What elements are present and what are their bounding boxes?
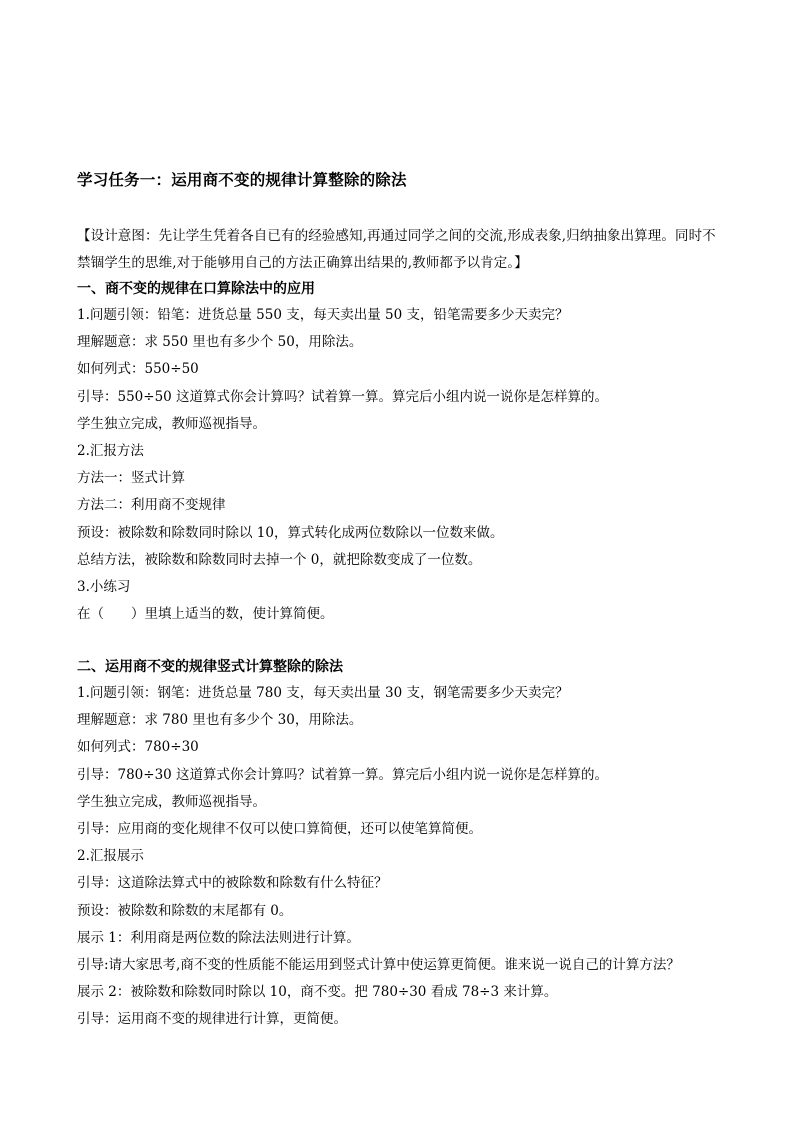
guidance-line: 引导:请大家思考,商不变的性质能不能运用到竖式计算中使运算更简便。谁来说一说自己的计算方法？ (77, 956, 680, 973)
guidance-line: 引导：应用商的变化规律不仅可以使口算简便，还可以使笔算简便。 (77, 820, 482, 837)
display-one-line: 展示 1：利用商是两位数的除法法则进行计算。 (77, 929, 360, 946)
understanding-line: 理解题意：求 550 里也有多少个 50，用除法。 (77, 334, 363, 351)
preset-line: 预设：被除数和除数的末尾都有 0。 (77, 902, 293, 919)
equation-line: 如何列式：780÷30 (77, 739, 199, 756)
guidance-line: 引导：这道除法算式中的被除数和除数有什么特征？ (77, 875, 388, 892)
practice-instruction: 在（ ）里填上适当的数，使计算简便。 (77, 606, 334, 623)
equation-line: 如何列式：550÷50 (77, 361, 199, 378)
problem-intro-line: 1.问题引领：铅笔：进货总量 550 支，每天卖出量 50 支，铅笔需要多少天卖完？ (77, 307, 569, 323)
practice-heading: 3.小练习 (77, 578, 131, 595)
method-two-line: 方法二：利用商不变规律 (77, 497, 226, 514)
problem-intro-line: 1.问题引领：钢笔：进货总量 780 支，每天卖出量 30 支，钢笔需要多少天卖完？ (77, 685, 569, 701)
section-vertical-division (77, 654, 737, 1033)
report-display-heading: 2.汇报展示 (77, 848, 144, 865)
understanding-line: 理解题意：求 780 里也有多少个 30，用除法。 (77, 712, 363, 729)
section-oral-division (77, 276, 737, 628)
student-work-line: 学生独立完成，教师巡视指导。 (77, 793, 266, 810)
guidance-line: 引导：550÷50 这道算式你会计算吗？试着算一算。算完后小组内说一说你是怎样算的。 (77, 388, 609, 405)
student-work-line: 学生独立完成，教师巡视指导。 (77, 415, 266, 432)
preset-line: 预设：被除数和除数同时除以 10，算式转化成两位数除以一位数来做。 (77, 524, 504, 541)
method-one-line: 方法一：竖式计算 (77, 470, 185, 487)
section-heading: 二、运用商不变的规律竖式计算整除的除法 (77, 659, 343, 675)
guidance-line: 引导：780÷30 这道算式你会计算吗？试着算一算。算完后小组内说一说你是怎样算的。 (77, 766, 609, 783)
design-intent-paragraph: 【设计意图：先让学生凭着各自已有的经验感知,再通过同学之间的交流,形成表象,归纳抽象出算理。同时不禁锢学生的思维,对于能够用自己的方法正确算出结果的,教师都予以肯定。】 (77, 228, 716, 271)
display-two-line: 展示 2：被除数和除数同时除以 10，商不变。把 780÷30 看成 78÷3 来计算。 (77, 984, 558, 1001)
section-heading: 一、商不变的规律在口算除法中的应用 (77, 281, 315, 297)
report-method-heading: 2.汇报方法 (77, 442, 144, 459)
summary-line: 总结方法，被除数和除数同时去掉一个 0，就把除数变成了一位数。 (77, 551, 482, 568)
guidance-line: 引导：运用商不变的规律进行计算，更简便。 (77, 1011, 347, 1028)
task-title: 学习任务一：运用商不变的规律计算整除的除法 (77, 170, 407, 189)
